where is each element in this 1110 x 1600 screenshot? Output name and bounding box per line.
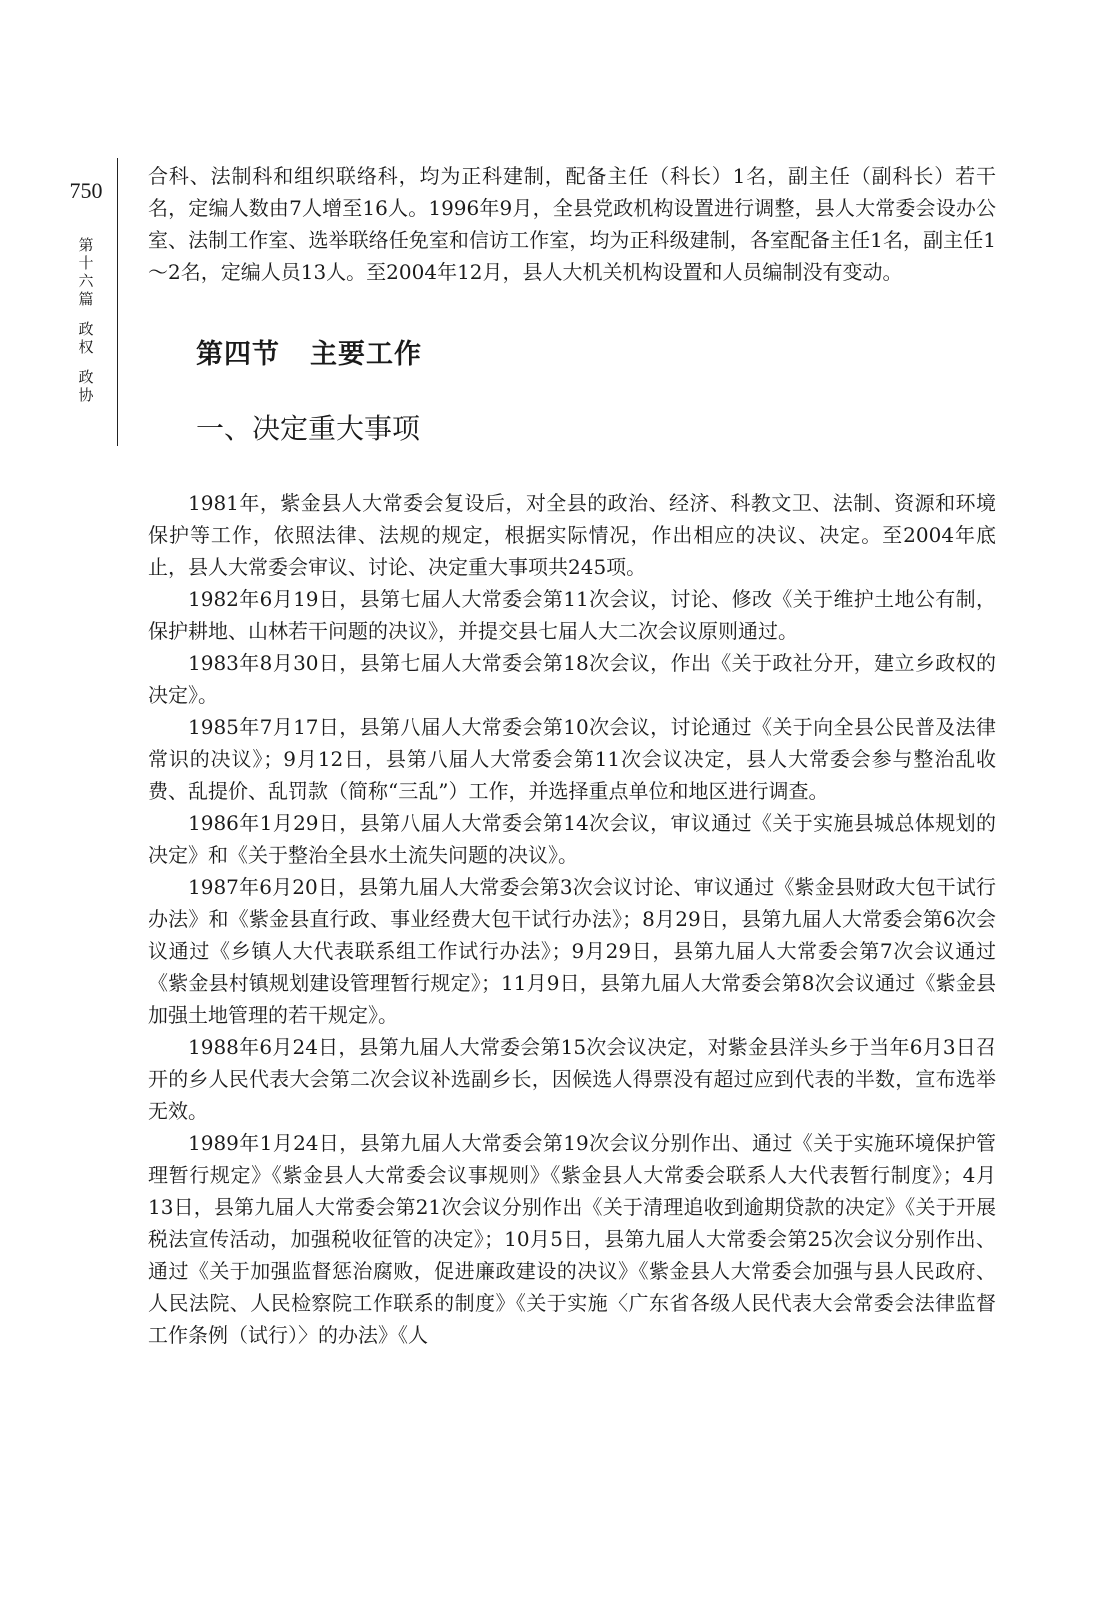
page-number: 750: [69, 178, 103, 203]
section-title: [196, 332, 996, 371]
section-name: 主要工作: [310, 339, 422, 370]
margin-rule: [117, 158, 118, 446]
running-head-char: 十: [78, 254, 94, 272]
running-head: [72, 236, 100, 404]
paragraph-list: [148, 487, 996, 1351]
paragraph: 1981年，紫金县人大常委会复设后，对全县的政治、经济、科教文卫、法制、资源和环境保护等工作，依照法律、法规的规定，根据实际情况，作出相应的决议、决定。至2004年底止，县人大常委会审议、讨论、决定重大事项共245项。: [148, 491, 996, 579]
paragraph: 1986年1月29日，县第八届人大常委会第14次会议，审议通过《关于实施县城总体规划的决定》和《关于整治全县水土流失问题的决议》。: [148, 811, 996, 867]
paragraph: 1988年6月24日，县第九届人大常委会第15次会议决定，对紫金县洋头乡于当年6月3日召开的乡人民代表大会第二次会议补选副乡长，因候选人得票没有超过应到代表的半数，宣布选举无效。: [148, 1035, 996, 1123]
margin-column: [58, 178, 114, 204]
page-body: [148, 160, 996, 1351]
running-head-char: 第: [78, 236, 94, 254]
paragraph: 1983年8月30日，县第七届人大常委会第18次会议，作出《关于政社分开，建立乡政权的决定》。: [148, 651, 996, 707]
paragraph: 1982年6月19日，县第七届人大常委会第11次会议，讨论、修改《关于维护土地公有制，保护耕地、山林若干问题的决议》，并提交县七届人大二次会议原则通过。: [148, 587, 996, 643]
running-head-char: 协: [78, 386, 94, 404]
running-head-char: 权: [78, 338, 94, 356]
running-head-gap: [72, 308, 100, 320]
section-number: 第四节: [196, 339, 280, 370]
running-head-char: 政: [78, 368, 94, 386]
running-head-char: 篇: [78, 290, 94, 308]
intro-block: [148, 160, 996, 288]
paragraph: 1989年1月24日，县第九届人大常委会第19次会议分别作出、通过《关于实施环境保护管理暂行规定》《紫金县人大常委会议事规则》《紫金县人大常委会联系人大代表暂行制度》；4月13日，县第九届人大常委会第21次会议分别作出《关于清理追收到逾期贷款的决定》《关于开展税法宣传活动，加强税收征管的决定》；10月5日，县第九届人大常委会第25次会议分别作出、通过《关于加强监督惩治腐败，促进廉政建设的决议》《紫金县人大常委会加强与县人民政府、人民法院、人民检察院工作联系的制度》《关于实施〈广东省各级人民代表大会常委会法律监督工作条例（试行）〉的办法》《人: [148, 1131, 996, 1347]
paragraph: 1987年6月20日，县第九届人大常委会第3次会议讨论、审议通过《紫金县财政大包干试行办法》和《紫金县直行政、事业经费大包干试行办法》；8月29日，县第九届人大常委会第6次会议通过《乡镇人大代表联系组工作试行办法》；9月29日，县第九届人大常委会第7次会议通过《紫金县村镇规划建设管理暂行规定》；11月9日，县第九届人大常委会第8次会议通过《紫金县加强土地管理的若干规定》。: [148, 875, 996, 1027]
paragraph: 1985年7月17日，县第八届人大常委会第10次会议，讨论通过《关于向全县公民普及法律常识的决议》；9月12日，县第八届人大常委会第11次会议决定，县人大常委会参与整治乱收费、乱提价、乱罚款（简称“三乱”）工作，并选择重点单位和地区进行调查。: [148, 715, 996, 803]
intro-paragraph: 合科、法制科和组织联络科，均为正科建制，配备主任（科长）1名，副主任（副科长）若干名，定编人数由7人增至16人。1996年9月，全县党政机构设置进行调整，县人大常委会设办公室、法制工作室、选举联络任免室和信访工作室，均为正科级建制，各室配备主任1名，副主任1～2名，定编人员13人。至2004年12月，县人大机关机构设置和人员编制没有变动。: [148, 164, 996, 284]
running-head-char: 政: [78, 320, 94, 338]
subsection-title: 一、决定重大事项: [196, 412, 421, 445]
running-head-char: 六: [78, 272, 94, 290]
running-head-gap: [72, 356, 100, 368]
